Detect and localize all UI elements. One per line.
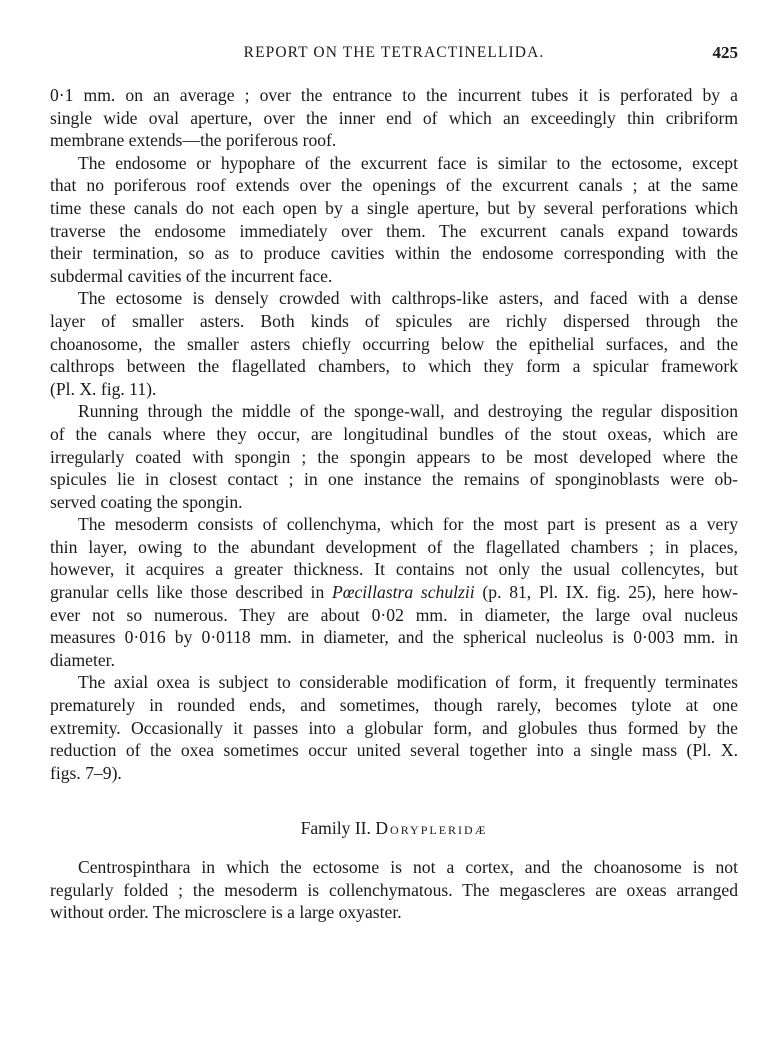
text-line: membrane extends—the poriferous roof. <box>50 130 337 151</box>
text-line: without order. The microsclere is a large oxyaster. <box>50 902 402 923</box>
text-line: ever not so numerous. They are about 0·02 mm. in diameter, the large oval nucleus <box>50 604 738 625</box>
text-line: extremity. Occasionally it passes into a globular form, and globules thus formed by the <box>50 717 738 738</box>
family-name: Dorypleridæ <box>375 818 488 838</box>
text-line: regularly folded ; the mesoderm is collenchymatous. The megascleres are oxeas arranged <box>50 879 738 900</box>
text-line: single wide oval aperture, over the inner end of which an exceedingly thin cribriform <box>50 107 738 128</box>
text-line: diameter. <box>50 649 115 670</box>
text-line: Running through the middle of the sponge-wall, and destroying the regular disposition <box>78 401 738 422</box>
text-line: (Pl. X. fig. 11). <box>50 378 157 399</box>
text-line: The axial oxea is subject to considerable modification of form, it frequently terminates <box>78 672 738 693</box>
text-line: thin layer, owing to the abundant development of the flagellated chambers ; in places, <box>50 536 738 557</box>
text-line: The ectosome is densely crowded with calthrops-like asters, and faced with a dense <box>78 288 738 309</box>
text-line: The mesoderm consists of collenchyma, which for the most part is present as a very <box>78 514 738 535</box>
text-segment: (p. 81, Pl. IX. fig. 25), here how- <box>474 582 738 603</box>
text-line: prematurely in rounded ends, and sometimes, though rarely, becomes tylote at one <box>50 695 738 716</box>
text-line: reduction of the oxea sometimes occur united several together into a single mass (Pl. X. <box>50 740 738 761</box>
species-name: Pœcillastra schulzii <box>332 582 475 603</box>
body-text <box>50 84 738 784</box>
text-line: 0·1 mm. on an average ; over the entrance to the incurrent tubes it is perforated by a <box>50 85 738 105</box>
running-header <box>50 44 738 66</box>
text-line: irregularly coated with spongin ; the spongin appears to be most developed where the <box>50 446 738 467</box>
family-description <box>50 856 738 924</box>
text-line: calthrops between the flagellated chambers, to which they form a spicular framework <box>50 356 738 377</box>
text-line: figs. 7–9). <box>50 762 122 783</box>
section-heading <box>50 818 738 839</box>
text-line: layer of smaller asters. Both kinds of spicules are richly dispersed through the <box>50 310 738 331</box>
text-line: measures 0·016 by 0·0118 mm. in diameter, and the spherical nucleolus is 0·003 mm. in <box>50 627 738 648</box>
heading-prefix: Family II. <box>300 818 376 838</box>
text-line: served coating the spongin. <box>50 491 243 512</box>
text-line: The endosome or hypophare of the excurrent face is similar to the ectosome, except <box>78 152 738 173</box>
text-line: of the canals where they occur, are longitudinal bundles of the stout oxeas, which are <box>50 423 738 444</box>
page-number: 425 <box>712 43 738 62</box>
header-title: REPORT ON THE TETRACTINELLIDA. <box>243 44 545 61</box>
text-segment: granular cells like those described in <box>50 582 332 603</box>
text-line: their termination, so as to produce cavities within the endosome corresponding with the <box>50 243 738 264</box>
text-line <box>50 581 738 604</box>
text-line: traverse the endosome immediately over them. The excurrent canals expand towards <box>50 220 738 241</box>
text-line: however, it acquires a greater thickness. It contains not only the usual collencytes, but <box>50 559 738 580</box>
text-line: Centrospinthara in which the ectosome is not a cortex, and the choanosome is not <box>78 857 738 877</box>
text-line: that no poriferous roof extends over the openings of the excurrent canals ; at the same <box>50 175 738 196</box>
text-line: time these canals do not each open by a single aperture, but by several perforations which <box>50 197 738 218</box>
text-line: choanosome, the smaller asters chiefly occurring below the epithelial surfaces, and the <box>50 333 738 354</box>
text-line: spicules lie in closest contact ; in one instance the remains of sponginoblasts were ob- <box>50 469 738 490</box>
text-line: subdermal cavities of the incurrent face. <box>50 265 333 286</box>
